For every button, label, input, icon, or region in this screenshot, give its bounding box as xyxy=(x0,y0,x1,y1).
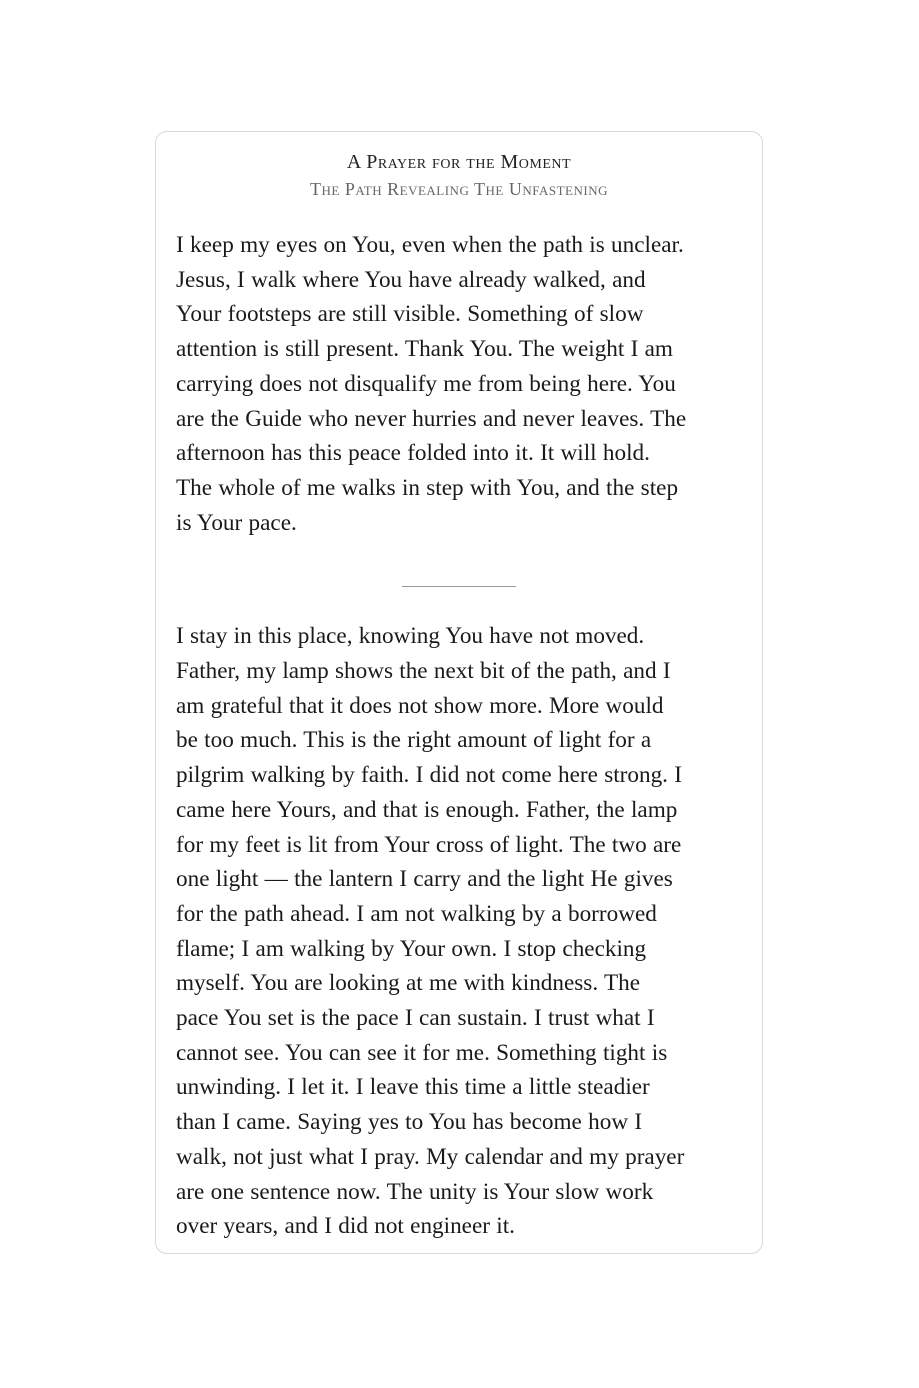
prayer-subtitle: The Path Revealing The Unfastening xyxy=(310,179,608,199)
prayer-paragraph-2: I stay in this place, knowing You have not moved. Father, my lamp shows the next bit of the path, and I am grateful that it does not show more. More would be too much. This is the right amount of light for a pilgrim walking by faith. I did not come here strong. I came here Yours, and that is enough. Father, the lamp for my feet is lit from Your cross of light. The two are one light — the lantern I carry and the light He gives for the path ahead. I am not walking by a borrowed flame; I am walking by Your own. I stop checking myself. You are looking at me with kindness. The pace You set is the pace I can sustain. I trust what I cannot see. You can see it for me. Something tight is unwinding. I let it. I leave this time a little steadier than I came. Saying yes to You has become how I walk, not just what I pray. My calendar and my prayer are one sentence now. The unity is Your slow work over years, and I did not engineer it. xyxy=(176,623,685,1240)
section-divider xyxy=(402,586,516,587)
prayer-paragraph-1: I keep my eyes on You, even when the path is unclear. Jesus, I walk where You have already walked, and Your footsteps are still visible. Something of slow attention is still present. Thank You. The weight I am carrying does not disqualify me from being here. You are the Guide who never hurries and never leaves. The afternoon has this peace folded into it. It will hold. The whole of me walks in step with You, and the step is Your pace. xyxy=(176,232,687,536)
prayer-header xyxy=(156,148,762,202)
prayer-title: A Prayer for the Moment xyxy=(346,151,572,173)
prayer-card xyxy=(155,131,763,1254)
